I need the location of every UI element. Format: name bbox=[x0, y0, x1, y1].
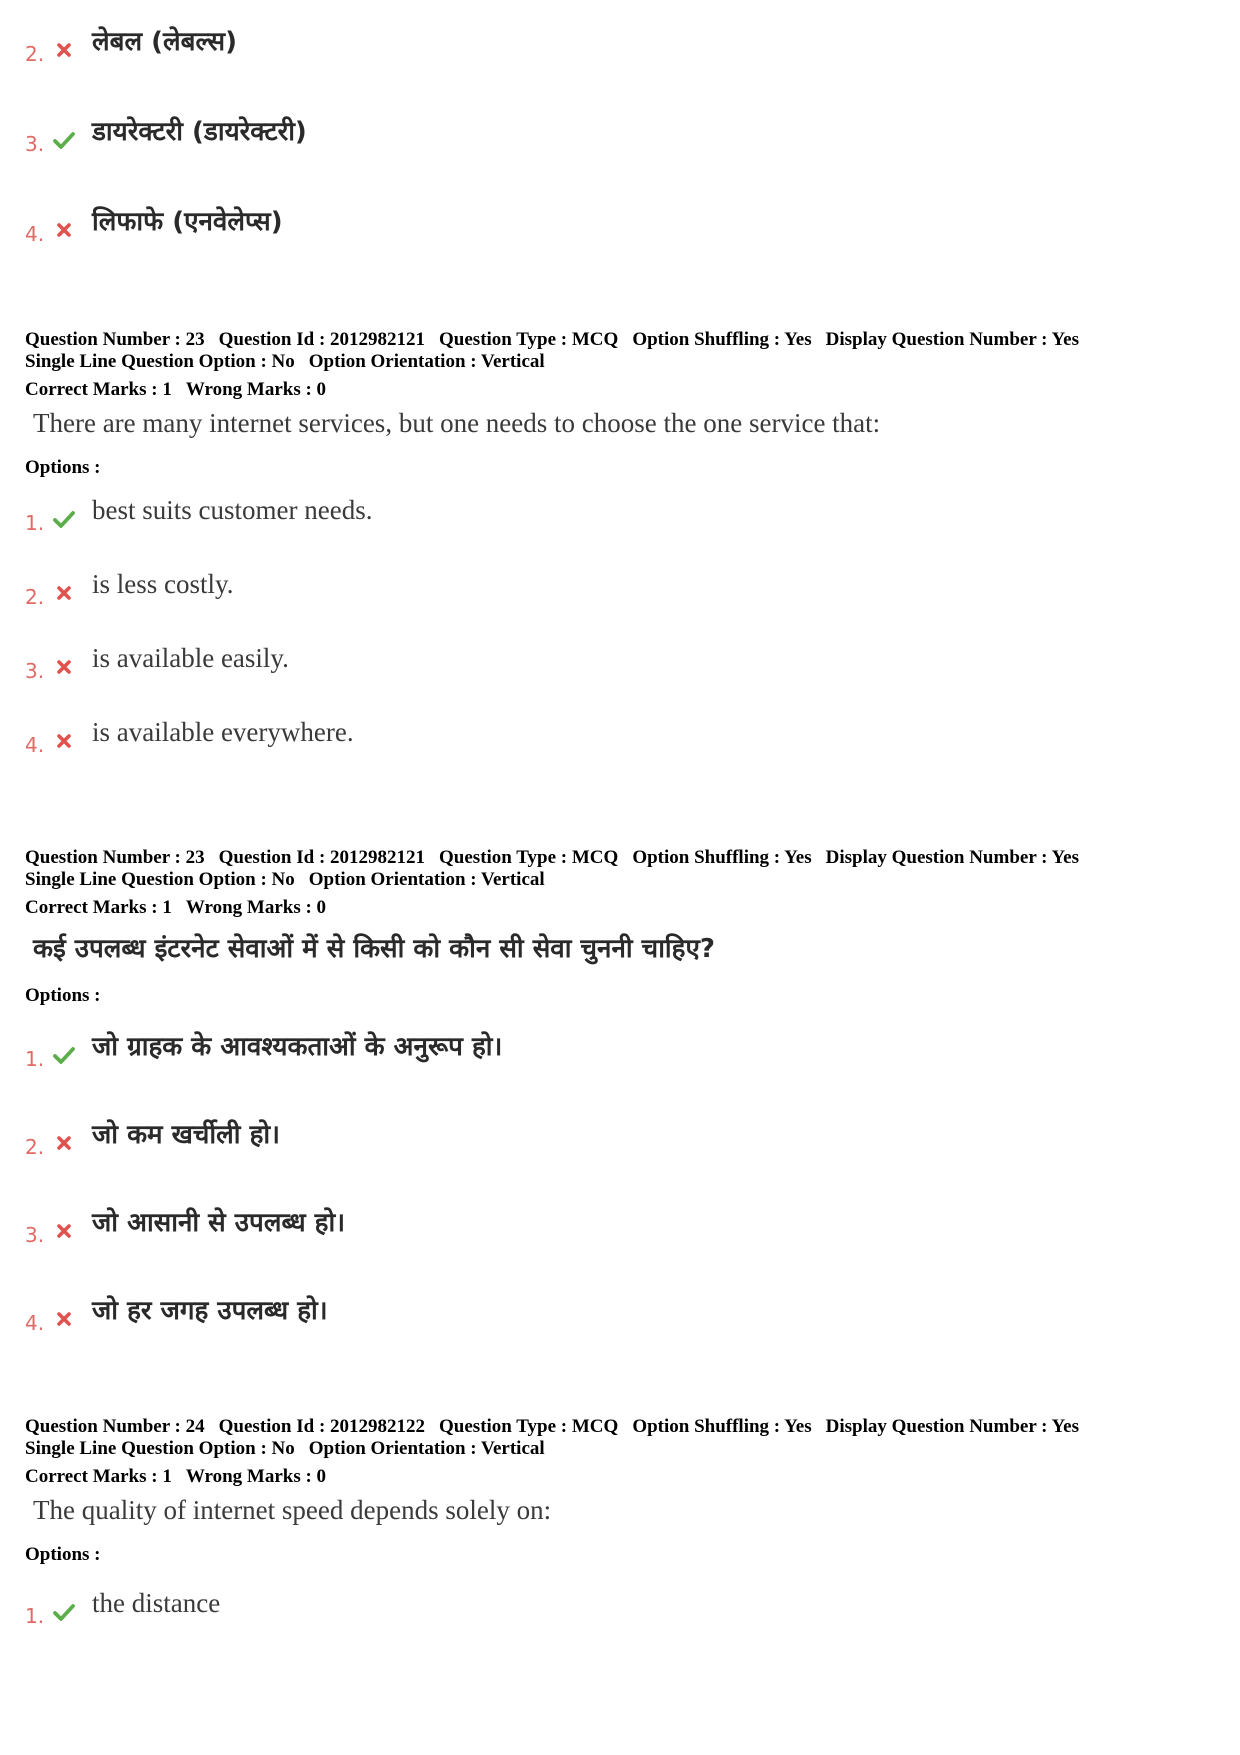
option-text: जो आसानी से उपलब्ध हो। bbox=[92, 1208, 346, 1238]
option-item bbox=[25, 643, 1215, 683]
option-text: जो ग्राहक के आवश्यकताओं के अनुरूप हो। bbox=[92, 1032, 503, 1062]
cross-icon bbox=[52, 655, 76, 679]
correct-marks: Correct Marks : 1 bbox=[25, 897, 172, 918]
option-item bbox=[25, 27, 1215, 66]
option-number: 4. bbox=[25, 733, 45, 757]
question-block bbox=[25, 329, 1215, 757]
check-icon bbox=[52, 507, 76, 531]
question-meta-line-2 bbox=[25, 351, 1215, 373]
option-shuffling: Option Shuffling : Yes bbox=[632, 1416, 812, 1437]
option-text: लेबल (लेबल्स) bbox=[92, 27, 238, 57]
option-text: लिफाफे (एनवेलेप्स) bbox=[92, 207, 283, 237]
option-number: 3. bbox=[25, 132, 45, 156]
option-number: 1. bbox=[25, 511, 45, 535]
option-item bbox=[25, 1208, 1215, 1247]
option-item bbox=[25, 1296, 1215, 1335]
question-block bbox=[25, 847, 1215, 1335]
question-meta-line-1 bbox=[25, 1416, 1215, 1438]
option-item bbox=[25, 207, 1215, 246]
option-text: is less costly. bbox=[92, 569, 234, 599]
check-icon bbox=[52, 128, 76, 152]
question-number: Question Number : 24 bbox=[25, 1416, 205, 1437]
question-marks-line bbox=[25, 897, 1215, 919]
option-item bbox=[25, 117, 1215, 156]
question-meta-line-2 bbox=[25, 1438, 1215, 1460]
cross-icon bbox=[52, 1307, 76, 1331]
question-type: Question Type : MCQ bbox=[439, 1416, 619, 1437]
option-number: 3. bbox=[25, 659, 45, 683]
question-type: Question Type : MCQ bbox=[439, 329, 619, 350]
question-type: Question Type : MCQ bbox=[439, 847, 619, 868]
question-text: There are many internet services, but one needs to choose the one service that: bbox=[33, 408, 881, 438]
check-icon bbox=[52, 1043, 76, 1067]
display-question-number: Display Question Number : Yes bbox=[825, 847, 1079, 868]
wrong-marks: Wrong Marks : 0 bbox=[185, 379, 327, 400]
question-id: Question Id : 2012982122 bbox=[218, 1416, 426, 1437]
options-label: Options : bbox=[25, 457, 101, 478]
wrong-marks: Wrong Marks : 0 bbox=[185, 1466, 327, 1487]
question-id: Question Id : 2012982121 bbox=[218, 329, 426, 350]
cross-icon bbox=[52, 581, 76, 605]
option-number: 2. bbox=[25, 42, 45, 66]
options-label: Options : bbox=[25, 1544, 101, 1565]
cross-icon bbox=[52, 1219, 76, 1243]
option-text: डायरेक्टरी (डायरेक्टरी) bbox=[92, 117, 307, 147]
option-orientation: Option Orientation : Vertical bbox=[308, 869, 545, 890]
option-text: the distance bbox=[92, 1588, 221, 1618]
single-line-option: Single Line Question Option : No bbox=[25, 1438, 295, 1459]
question-meta-line-1 bbox=[25, 329, 1215, 351]
option-text: जो कम खर्चीली हो। bbox=[92, 1120, 280, 1150]
option-number: 2. bbox=[25, 585, 45, 609]
question-marks-line bbox=[25, 379, 1215, 401]
option-item bbox=[25, 569, 1215, 609]
wrong-marks: Wrong Marks : 0 bbox=[185, 897, 327, 918]
option-item bbox=[25, 1120, 1215, 1159]
cross-icon bbox=[52, 729, 76, 753]
display-question-number: Display Question Number : Yes bbox=[825, 329, 1079, 350]
question-number: Question Number : 23 bbox=[25, 329, 205, 350]
option-shuffling: Option Shuffling : Yes bbox=[632, 329, 812, 350]
question-text: कई उपलब्ध इंटरनेट सेवाओं में से किसी को कौन सी सेवा चुननी चाहिए? bbox=[33, 934, 715, 964]
option-number: 3. bbox=[25, 1223, 45, 1247]
single-line-option: Single Line Question Option : No bbox=[25, 869, 295, 890]
question-marks-line bbox=[25, 1466, 1215, 1488]
display-question-number: Display Question Number : Yes bbox=[825, 1416, 1079, 1437]
option-shuffling: Option Shuffling : Yes bbox=[632, 847, 812, 868]
option-text: best suits customer needs. bbox=[92, 495, 373, 525]
option-number: 1. bbox=[25, 1604, 45, 1628]
option-item bbox=[25, 1032, 1215, 1071]
option-number: 4. bbox=[25, 222, 45, 246]
option-number: 2. bbox=[25, 1135, 45, 1159]
correct-marks: Correct Marks : 1 bbox=[25, 1466, 172, 1487]
question-meta-line-1 bbox=[25, 847, 1215, 869]
cross-icon bbox=[52, 218, 76, 242]
previous-question-options bbox=[25, 27, 1215, 246]
option-orientation: Option Orientation : Vertical bbox=[308, 1438, 545, 1459]
option-text: जो हर जगह उपलब्ध हो। bbox=[92, 1296, 328, 1326]
cross-icon bbox=[52, 1131, 76, 1155]
option-orientation: Option Orientation : Vertical bbox=[308, 351, 545, 372]
correct-marks: Correct Marks : 1 bbox=[25, 379, 172, 400]
options-label: Options : bbox=[25, 985, 101, 1006]
option-item bbox=[25, 717, 1215, 757]
option-text: is available easily. bbox=[92, 643, 289, 673]
question-block bbox=[25, 1416, 1215, 1628]
question-meta-line-2 bbox=[25, 869, 1215, 891]
question-text: The quality of internet speed depends solely on: bbox=[33, 1495, 552, 1525]
question-id: Question Id : 2012982121 bbox=[218, 847, 426, 868]
option-text: is available everywhere. bbox=[92, 717, 354, 747]
option-number: 1. bbox=[25, 1047, 45, 1071]
option-number: 4. bbox=[25, 1311, 45, 1335]
option-item bbox=[25, 495, 1215, 535]
question-number: Question Number : 23 bbox=[25, 847, 205, 868]
cross-icon bbox=[52, 38, 76, 62]
check-icon bbox=[52, 1600, 76, 1624]
option-item bbox=[25, 1588, 1215, 1628]
single-line-option: Single Line Question Option : No bbox=[25, 351, 295, 372]
